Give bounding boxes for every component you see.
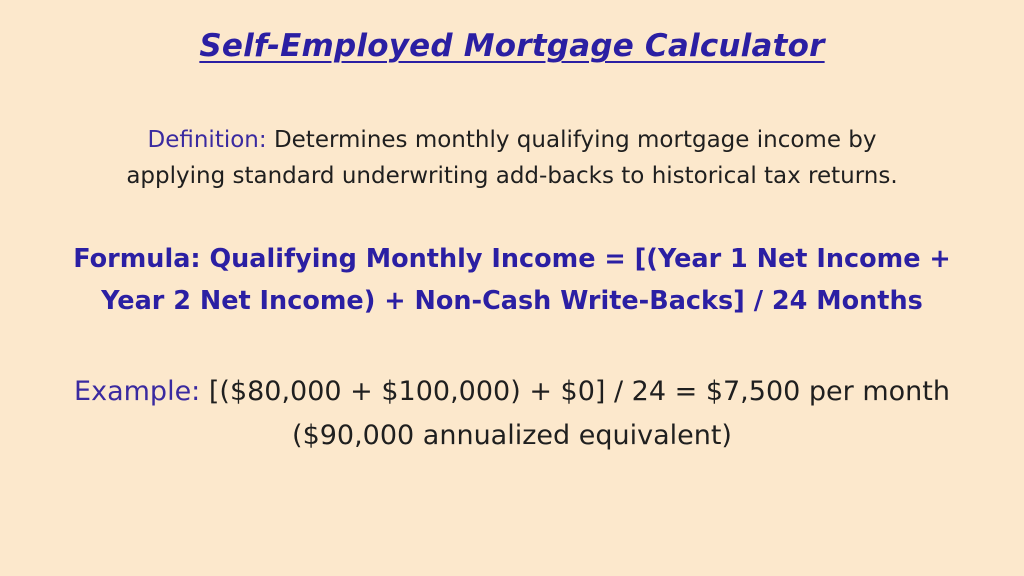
formula-line-2: Year 2 Net Income) + Non-Cash Write-Backs] / 24 Months — [101, 286, 923, 316]
example-text-1: [($80,000 + $100,000) + $0] / 24 = $7,500 per month — [208, 376, 950, 407]
definition-label: Definition: — [147, 127, 267, 153]
formula-line-1: Formula: Qualifying Monthly Income = [(Year 1 Net Income + — [73, 244, 951, 274]
definition-block — [40, 122, 984, 194]
definition-text-1: Determines monthly qualifying mortgage income by — [273, 127, 877, 153]
formula-block — [30, 238, 994, 322]
example-label: Example: — [74, 376, 201, 407]
example-line-1 — [20, 370, 1004, 414]
page-title: Self-Employed Mortgage Calculator — [199, 28, 825, 64]
example-text-2: ($90,000 annualized equivalent) — [292, 420, 732, 451]
definition-line-1 — [40, 122, 984, 158]
definition-text-2: applying standard underwriting add-backs to historical tax returns. — [126, 163, 898, 189]
example-block — [20, 370, 1004, 458]
